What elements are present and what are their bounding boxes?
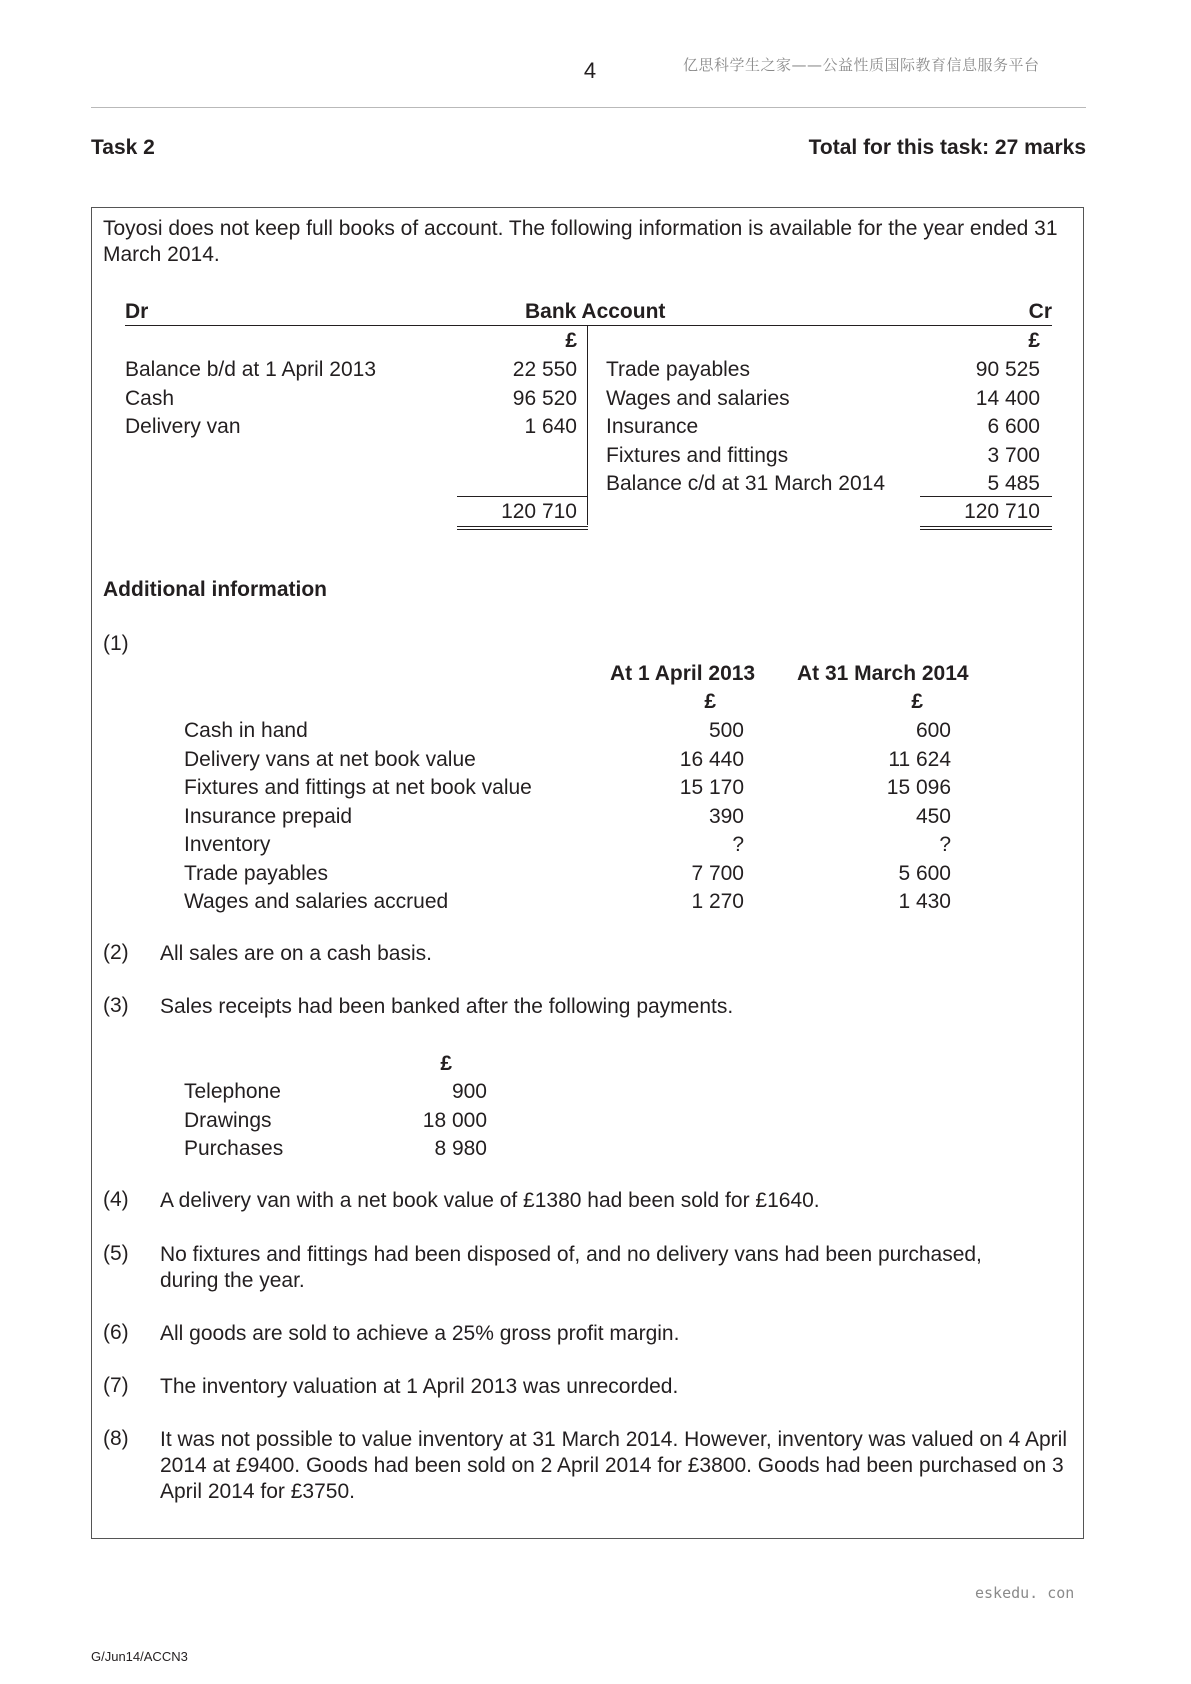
debit-row-amount: 1 640 [524,415,577,438]
page-number: 4 [583,58,597,83]
item-text: A delivery van with a net book value of £1380 had been sold for £1640. [160,1189,820,1212]
item-text: The inventory valuation at 1 April 2013 was unrecorded. [160,1375,679,1398]
balance-row-value-2013: 390 [708,805,744,828]
credit-row-label: Insurance [606,415,699,438]
column-currency-2013: £ [704,690,716,713]
column-heading-2013: At 1 April 2013 [610,662,756,685]
debit-row-label: Delivery van [125,415,241,438]
credit-row-amount: 6 600 [987,415,1040,438]
credit-row-label: Wages and salaries [606,387,790,410]
debit-row-amount: 22 550 [512,358,577,381]
task-total-marks: Total for this task: 27 marks [808,136,1086,159]
bank-account-title: Bank Account [525,300,666,323]
balance-row-value-2013: ? [732,833,744,856]
watermark-text: 亿思科学生之家——公益性质国际教育信息服务平台 [683,56,1040,74]
item-text: Sales receipts had been banked after the following payments. [160,995,734,1018]
item-number: (5) [103,1242,129,1265]
credit-row-label: Trade payables [606,358,750,381]
balance-row-value-2014: 11 624 [888,748,951,771]
item-number: (8) [103,1427,129,1450]
debit-total-double-rule [457,526,588,530]
balance-row-value-2013: 7 700 [691,862,744,885]
payments-currency: £ [440,1052,452,1075]
payment-amount: 900 [451,1080,487,1103]
debit-row-label: Cash [125,387,175,410]
payment-label: Drawings [184,1109,272,1132]
item-number: (4) [103,1188,129,1211]
credit-row-amount: 90 525 [975,358,1040,381]
account-center-rule [587,325,588,525]
balance-row-value-2013: 1 270 [691,890,744,913]
balance-row-value-2014: 600 [915,719,951,742]
credit-total-rule [920,496,1052,497]
item-number: (1) [103,632,129,655]
balance-row-value-2013: 500 [708,719,744,742]
header-divider [91,107,1086,108]
balance-row-value-2014: 15 096 [886,776,951,799]
item-text: No fixtures and fittings had been disposed of, and no delivery vans had been purchased, during the year. [160,1243,982,1292]
item-number: (3) [103,994,129,1017]
balance-row-label: Insurance prepaid [184,805,353,828]
balance-row-label: Delivery vans at net book value [184,748,476,771]
balance-row-label: Wages and salaries accrued [184,890,449,913]
paper-code: G/Jun14/ACCN3 [91,1649,188,1664]
task-title: Task 2 [91,136,155,159]
payment-label: Telephone [184,1080,281,1103]
item-number: (6) [103,1321,129,1344]
payment-amount: 8 980 [434,1137,487,1160]
debit-total: 120 710 [501,500,577,523]
dr-label: Dr [125,300,149,323]
balance-row-label: Inventory [184,833,271,856]
item-text: All goods are sold to achieve a 25% gross profit margin. [160,1322,680,1345]
credit-row-amount: 3 700 [987,444,1040,467]
credit-row-amount: 5 485 [987,472,1040,495]
credit-row-label: Fixtures and fittings [606,444,789,467]
item-text: It was not possible to value inventory at 31 March 2014. However, inventory was valued on 4 April 2014 at £9400. Goods had been sold on 2 April 2014 for £3800. Goods had been purchased on 3 April 2014 for £3750. [160,1428,1067,1503]
balance-row-label: Trade payables [184,862,328,885]
payment-amount: 18 000 [422,1109,487,1132]
balance-row-value-2014: 1 430 [898,890,951,913]
balance-row-label: Fixtures and fittings at net book value [184,776,532,799]
credit-total: 120 710 [964,500,1040,523]
balance-row-value-2014: 450 [915,805,951,828]
additional-info-heading: Additional information [103,578,327,601]
credit-row-label: Balance c/d at 31 March 2014 [606,472,886,495]
site-watermark: eskedu. con [975,1584,1075,1602]
debit-currency: £ [565,329,577,352]
debit-row-amount: 96 520 [512,387,577,410]
item-number: (7) [103,1374,129,1397]
account-top-rule [125,325,1052,326]
item-text: All sales are on a cash basis. [160,942,432,965]
credit-row-amount: 14 400 [975,387,1040,410]
balance-row-value-2014: ? [939,833,951,856]
debit-total-rule [457,496,588,497]
balance-row-label: Cash in hand [184,719,308,742]
cr-label: Cr [1028,300,1052,323]
credit-currency: £ [1028,329,1040,352]
payment-label: Purchases [184,1137,284,1160]
intro-text: Toyosi does not keep full books of account. The following information is available for the year ended 31 March 2014. [103,217,1058,266]
column-currency-2014: £ [911,690,923,713]
balance-row-value-2013: 16 440 [679,748,744,771]
balance-row-value-2014: 5 600 [898,862,951,885]
item-number: (2) [103,941,129,964]
column-heading-2014: At 31 March 2014 [797,662,969,685]
credit-total-double-rule [920,526,1052,530]
debit-row-label: Balance b/d at 1 April 2013 [125,358,377,381]
balance-row-value-2013: 15 170 [679,776,744,799]
